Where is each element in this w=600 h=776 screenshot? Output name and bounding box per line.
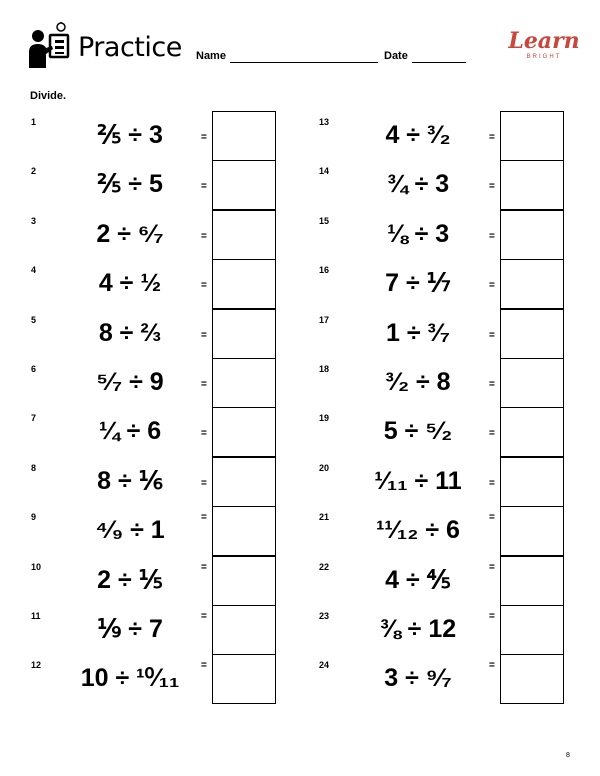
problem-expression: 3 ÷ ⁹⁄₇ (384, 664, 452, 693)
problem-number: 8 (31, 462, 37, 473)
problem-expression: 10 ÷ ¹⁰⁄₁₁ (80, 664, 180, 693)
equals-sign: = (201, 512, 207, 524)
problem-row (31, 605, 311, 654)
problem-number: 15 (319, 215, 330, 226)
equals-sign: = (201, 329, 207, 341)
answer-box[interactable] (500, 654, 564, 704)
equals-sign: = (489, 660, 495, 672)
answer-box[interactable] (500, 210, 564, 260)
date-field-line[interactable] (412, 62, 466, 63)
equals-sign: = (489, 428, 495, 440)
name-field-line[interactable] (230, 62, 378, 63)
problem-row (31, 210, 311, 259)
problem-expression: ⅛ ÷ 3 (386, 219, 450, 248)
equals-sign: = (201, 280, 207, 292)
problem-number: 18 (319, 364, 330, 374)
problem-row (31, 358, 311, 407)
answer-box[interactable] (212, 309, 276, 359)
answer-box[interactable] (500, 259, 564, 309)
answer-box[interactable] (212, 457, 276, 507)
problem-row (319, 358, 599, 407)
equals-sign: = (489, 512, 495, 524)
problem-number: 21 (319, 512, 330, 523)
problem-number: 7 (31, 413, 37, 424)
problem-number: 9 (31, 512, 37, 523)
problem-expression: 8 ÷ ⅙ (97, 466, 163, 495)
equals-sign: = (489, 477, 495, 489)
equals-sign: = (201, 477, 207, 489)
problem-expression: ⅑ ÷ 7 (97, 615, 163, 643)
problem-number: 3 (31, 215, 37, 226)
teacher-with-board-icon (28, 22, 72, 70)
equals-sign: = (201, 660, 207, 672)
answer-box[interactable] (212, 605, 276, 655)
problem-expression: 4 ÷ ½ (98, 269, 162, 298)
problem-number: 17 (319, 314, 330, 325)
logo-sub-text: BRIGHT (526, 54, 562, 60)
equals-sign: = (489, 230, 495, 242)
equals-sign: = (489, 329, 495, 341)
answer-box[interactable] (212, 111, 276, 161)
problem-expression: ¹¹⁄₁₂ ÷ 6 (376, 516, 460, 545)
problem-number: 1 (31, 117, 37, 127)
problem-row (319, 111, 599, 160)
problem-expression: 8 ÷ ⅔ (98, 318, 162, 347)
instruction-text: Divide. (30, 90, 67, 102)
name-label: Name (196, 50, 226, 62)
problem-number: 22 (319, 561, 330, 572)
problem-number: 20 (319, 462, 330, 473)
problem-expression: ⅜ ÷ 12 (379, 615, 457, 643)
answer-box[interactable] (212, 506, 276, 556)
problem-number: 24 (319, 660, 330, 671)
answer-box[interactable] (500, 160, 564, 210)
problem-number: 4 (31, 265, 37, 276)
answer-box[interactable] (212, 259, 276, 309)
problem-row (31, 556, 311, 605)
equals-sign: = (489, 181, 495, 193)
equals-sign: = (489, 379, 495, 390)
problem-expression: ³⁄₂ ÷ 8 (385, 368, 451, 396)
problem-row (319, 160, 599, 209)
problem-expression: ¾ ÷ 3 (386, 170, 450, 199)
answer-box[interactable] (500, 605, 564, 655)
problem-expression: ¼ ÷ 6 (98, 417, 162, 446)
problem-expression: 2 ÷ ⁶⁄₇ (96, 219, 164, 248)
equals-sign: = (489, 280, 495, 292)
problem-row (31, 654, 311, 703)
equals-sign: = (489, 561, 495, 573)
answer-box[interactable] (500, 407, 564, 457)
problem-expression: ⁴⁄₉ ÷ 1 (95, 516, 165, 545)
answer-box[interactable] (212, 210, 276, 260)
equals-sign: = (201, 379, 207, 390)
problem-row (31, 407, 311, 456)
answer-box[interactable] (500, 506, 564, 556)
answer-box[interactable] (212, 358, 276, 408)
problem-row (319, 210, 599, 259)
problem-number: 19 (319, 413, 330, 424)
problem-row (31, 111, 311, 160)
date-label: Date (384, 50, 408, 62)
equals-sign: = (201, 611, 207, 622)
problem-number: 5 (31, 314, 37, 325)
problem-expression: 2 ÷ ⅕ (97, 565, 163, 594)
logo-main-text: Learn (508, 28, 580, 54)
problem-number: 16 (319, 265, 330, 276)
problem-row (319, 506, 599, 555)
problem-row (31, 309, 311, 358)
answer-box[interactable] (212, 654, 276, 704)
page-title: Practice (78, 32, 182, 63)
equals-sign: = (489, 132, 495, 143)
problem-row (319, 654, 599, 703)
problem-number: 2 (31, 166, 37, 177)
problem-expression: 4 ÷ ⅘ (385, 565, 451, 594)
problem-row (319, 556, 599, 605)
equals-sign: = (201, 230, 207, 242)
answer-box[interactable] (500, 457, 564, 507)
problem-expression: ¹⁄₁₁ ÷ 11 (374, 466, 462, 495)
problem-expression: 5 ÷ ⁵⁄₂ (383, 417, 453, 446)
problem-number: 11 (31, 611, 41, 621)
answer-box[interactable] (212, 556, 276, 606)
answer-box[interactable] (500, 309, 564, 359)
answer-box[interactable] (500, 358, 564, 408)
equals-sign: = (201, 561, 207, 573)
page-number: 8 (566, 752, 570, 759)
problem-row (319, 259, 599, 308)
problem-expression: 4 ÷ ³⁄₂ (385, 121, 451, 149)
problem-number: 13 (319, 117, 330, 127)
equals-sign: = (489, 611, 495, 622)
answer-box[interactable] (500, 556, 564, 606)
problem-row (31, 259, 311, 308)
problem-row (31, 457, 311, 506)
problem-row (319, 407, 599, 456)
problem-expression: ⅖ ÷ 3 (97, 121, 163, 149)
equals-sign: = (201, 181, 207, 193)
equals-sign: = (201, 132, 207, 143)
equals-sign: = (201, 428, 207, 440)
problem-number: 6 (31, 364, 37, 374)
answer-box[interactable] (212, 160, 276, 210)
problem-row (31, 160, 311, 209)
problem-number: 23 (319, 611, 330, 621)
problem-row (319, 605, 599, 654)
answer-box[interactable] (212, 407, 276, 457)
problem-expression: ⁵⁄₇ ÷ 9 (96, 368, 164, 396)
problem-expression: ⅖ ÷ 5 (97, 170, 163, 199)
problem-number: 10 (31, 561, 42, 572)
answer-box[interactable] (500, 111, 564, 161)
learn-bright-logo (508, 30, 580, 66)
problem-number: 14 (319, 166, 330, 177)
problem-row (319, 457, 599, 506)
problem-row (319, 309, 599, 358)
problem-row (31, 506, 311, 555)
problem-number: 12 (31, 660, 42, 671)
problem-expression: 1 ÷ ³⁄₇ (385, 318, 450, 347)
problem-expression: 7 ÷ ⅐ (385, 269, 451, 298)
